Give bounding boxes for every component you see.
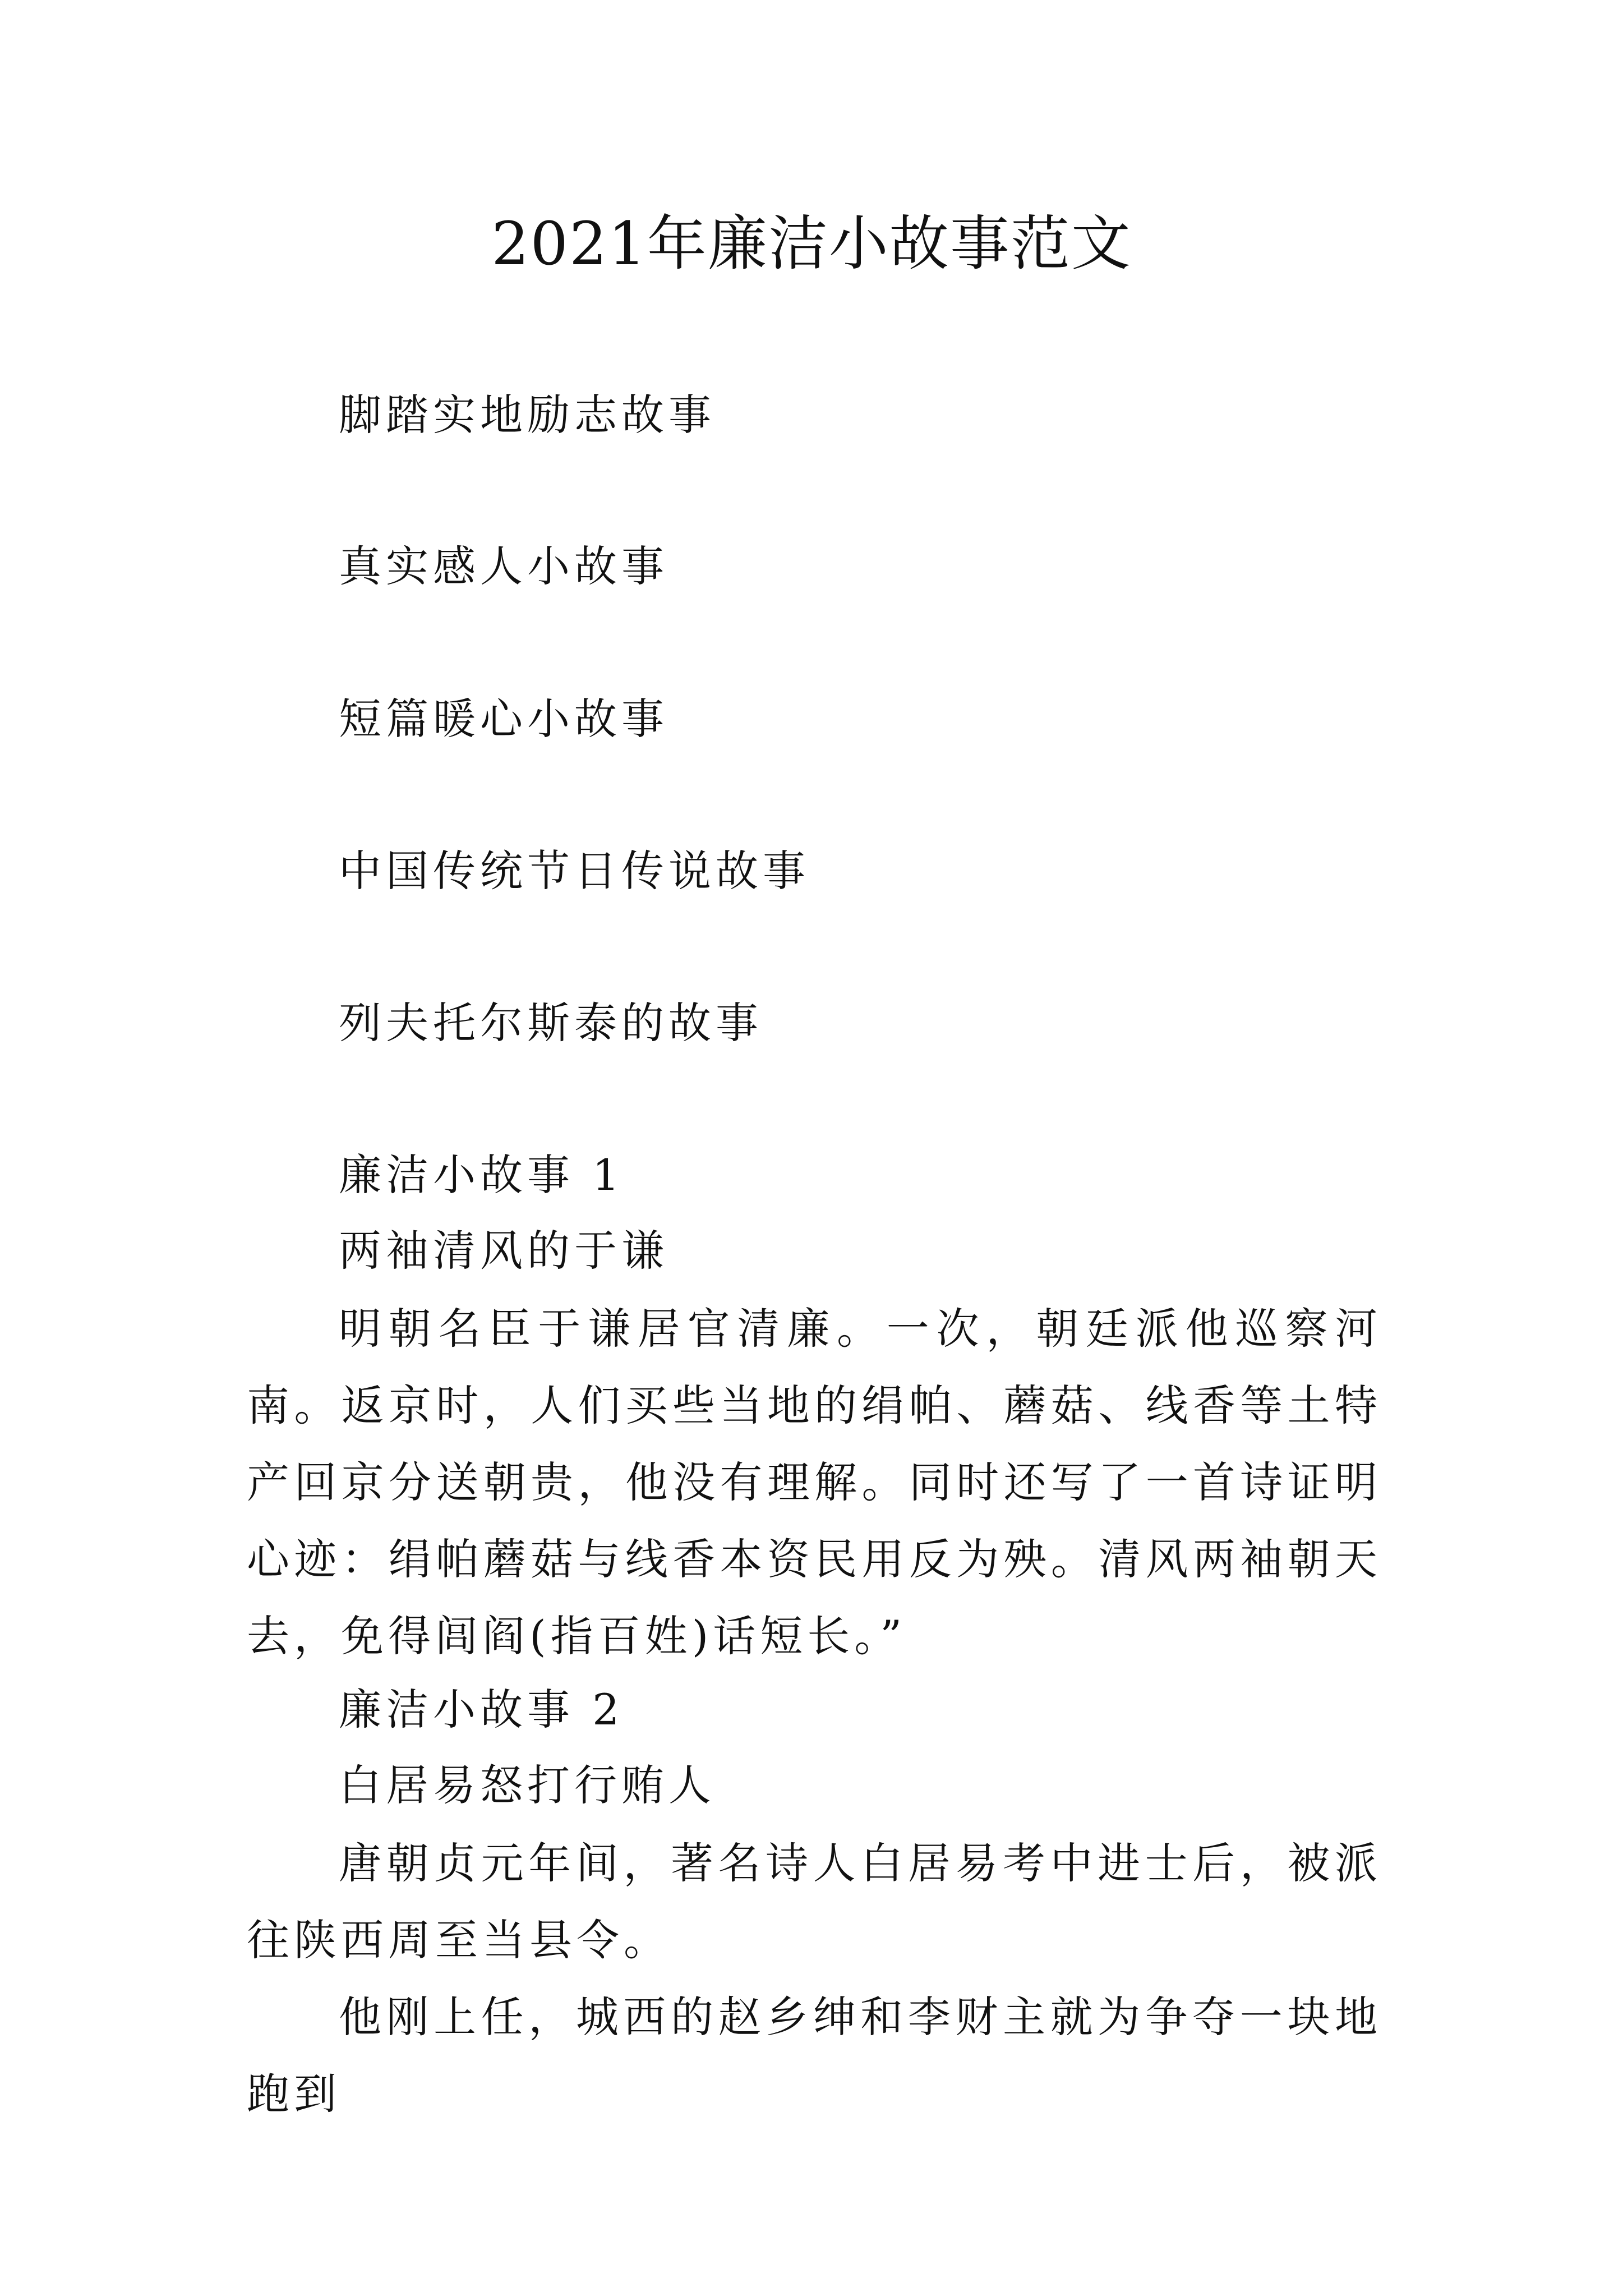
story1-heading: 廉洁小故事 1 <box>339 1150 624 1200</box>
related-link-5[interactable]: 列夫托尔斯泰的故事 <box>339 998 763 1048</box>
story2-heading: 廉洁小故事 2 <box>339 1685 624 1734</box>
related-link-3[interactable]: 短篇暖心小故事 <box>339 694 668 744</box>
story2-paragraph-2: 他刚上任，城西的赵乡绅和李财主就为争夺一块地跑到 <box>247 1992 1382 2119</box>
story2-paragraph-1: 唐朝贞元年间，著名诗人白居易考中进士后，被派往陕西周至当县令。 <box>247 1838 1382 1965</box>
related-link-2[interactable]: 真实感人小故事 <box>339 541 668 591</box>
story1-subtitle: 两袖清风的于谦 <box>339 1226 668 1276</box>
document-title: 2021年廉洁小故事范文 <box>491 209 1132 278</box>
related-link-4[interactable]: 中国传统节日传说故事 <box>339 846 810 896</box>
related-link-1[interactable]: 脚踏实地励志故事 <box>339 390 716 440</box>
story1-paragraph: 明朝名臣于谦居官清廉。一次，朝廷派他巡察河南。返京时，人们买些当地的绢帕、蘑菇、线香等土特产回京分送朝贵，他没有理解。同时还写了一首诗证明心迹：绢帕蘑菇与线香本资民用反为殃。清风两袖朝天去，免得闾阎(指百姓)话短长。” <box>247 1304 1382 1661</box>
story2-subtitle: 白居易怒打行贿人 <box>339 1760 716 1810</box>
